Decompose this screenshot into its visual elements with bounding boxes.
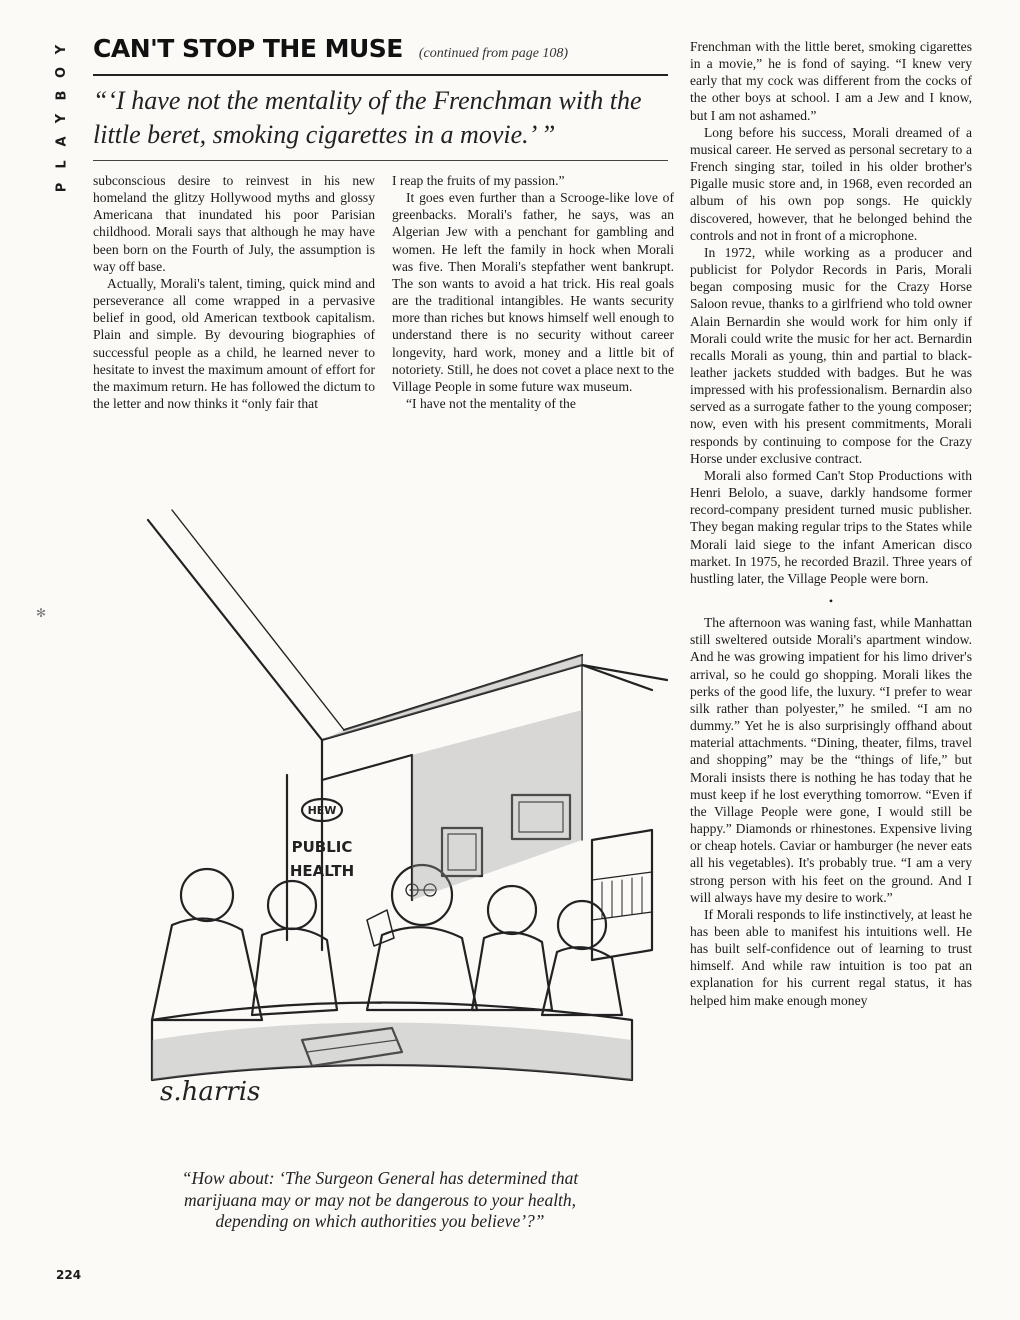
logo-letter: O — [54, 66, 70, 79]
paragraph: Morali also formed Can't Stop Productions with Henri Belolo, a suave, darkly handsome former record-company president turned music publisher. They began making regular trips to the States while Morali laid siege to the infant American disco market. In 1975, he recorded Brazil. Three years of hustling later, the Village People were born. — [690, 467, 972, 586]
magazine-vertical-logo — [52, 38, 72, 199]
section-break-bullet: • — [828, 594, 834, 608]
paragraph: In 1972, while working as a producer and publicist for Polydor Records in Paris, Morali began composing music for the Crazy Horse Saloon revue, thanks to a girlfriend who told owner Alain Bernardin she would work for him only if Morali could write the music for her act. Bernardin recalls Morali as young, thin and partial to black-leather jackets studded with badges. But he was impressed with his professionalism. Bernardin also served as a surrogate father to the young composer; now, even with his present commitments, Morali responds by continuing to compose for the Crazy Horse under exclusive contract. — [690, 244, 972, 466]
article-headline — [93, 34, 668, 74]
logo-letter: Y — [54, 44, 70, 55]
paragraph: Long before his success, Morali dreamed of a musical career. He served as personal secretary to a French singing star, toiled in his older brother's Pigalle music store and, in 1968, even recorded an album of his own pop songs. He quickly discovered, however, that he belonged behind the controls and not in front of a microphone. — [690, 124, 972, 243]
print-speck: ✻ — [36, 606, 47, 620]
headline-rule — [93, 74, 668, 76]
paragraph: If Morali responds to life instinctively, at least he has been able to manifest his intuitions well. He has built self-confidence out of learning to trust himself. And while raw intuition is too pat an explanation for his current regal status, it has helped him make enough money — [690, 906, 972, 1008]
cartoon-caption: “How about: ‘The Surgeon General has determined that marijuana may or may not be dangerous to your health, depending on which authorities you believe’?” — [181, 1168, 579, 1231]
paragraph: “I have not the mentality of the — [406, 396, 576, 412]
figure-head — [181, 869, 233, 921]
body-column-1 — [93, 172, 375, 412]
cartoon-illustration — [112, 480, 672, 1120]
paragraph: Actually, Morali's talent, timing, quick mind and perseverance all come wrapped in a pervasive belief in good, old American textbook capitalism. Plain and simple. By devouring biographies of successful people as a child, he learned never to hesitate to invest the maximum amount of effort for the maximum return. He has followed the dictum to the letter and now thinks it “only fair that — [93, 275, 376, 412]
continued-note: (continued from page 108) — [418, 46, 569, 61]
figure-head — [268, 881, 316, 929]
body-column-3 — [690, 38, 972, 1009]
pull-quote-rule — [93, 160, 668, 161]
figure-head — [488, 886, 536, 934]
paragraph: It goes even further than a Scrooge-like love of greenbacks. Morali's father, he says, was an Algerian Jew with a penchant for gambling and women. He left the family in hock when Morali was five. Then Morali's stepfather went bankrupt. The son wants to avoid a hat trick. His real goals are the traditional intangibles. He wants security more than riches but knows himself well enough to understand there is no security without career longevity, hard work, money and a little bit of notoriety. Still, he does not covet a place next to the Village People in some future wax museum. — [392, 190, 674, 394]
sign-hew: HEW — [307, 804, 337, 817]
headline-title: CAN'T STOP THE MUSE — [93, 34, 403, 63]
logo-letter: Y — [54, 113, 70, 124]
logo-letter: B — [54, 90, 70, 101]
paragraph: The afternoon was waning fast, while Manhattan still sweltered outside Morali's apartment window. And he was growing impatient for his limo driver's arrival, so he could go shopping. Morali likes the perks of the good life, the luxury. “I prefer to wear silk rather than polyester,” he smiled. “I am no dummy.” Yet he is also surprisingly offhand about material attachments. “Dining, theater, films, travel and shopping” may be the “things of life,” but Morali insists there is nothing he has today that he must keep if he lost everything tomorrow. “Even if the Village People were gone, I would still be happy.” Diamonds or rhinestones. Expensive living or cheap hotels. Caviar or hamburger (he never eats all his vegetables). It's probably true. “I am a very strong person with his feet on the ground. And I will always have my desire to work.” — [690, 615, 972, 905]
logo-letter: L — [54, 160, 70, 169]
pull-quote: “‘I have not the mentality of the Frenchman with the little beret, smoking cigarettes in a movie.’ ” — [93, 86, 642, 149]
cartoonist-signature: s.harris — [160, 1077, 261, 1107]
paragraph: subconscious desire to reinvest in his new homeland the glitzy Hollywood myths and glossy Americana that inundated his poor Parisian childhood. Morali says that although he may have been born on the Fourth of July, the assumption is way off base. — [93, 173, 375, 274]
logo-letter: A — [54, 136, 70, 147]
sign-health: HEALTH — [289, 862, 355, 880]
paragraph: Frenchman with the little beret, smoking cigarettes in a movie,” he is fond of saying. “I knew very early that my cock was different from the cocks of the other boys at school. I am a Jew and I know, but I am not ashamed.” — [690, 39, 972, 123]
body-column-2 — [392, 172, 674, 412]
ceiling-beam-line — [148, 520, 322, 780]
paragraph: I reap the fruits of my passion.” — [392, 173, 565, 188]
logo-letter: P — [54, 182, 70, 193]
page-number: 224 — [56, 1268, 82, 1282]
sign-public: PUBLIC — [291, 838, 353, 856]
figure-head — [558, 901, 606, 949]
